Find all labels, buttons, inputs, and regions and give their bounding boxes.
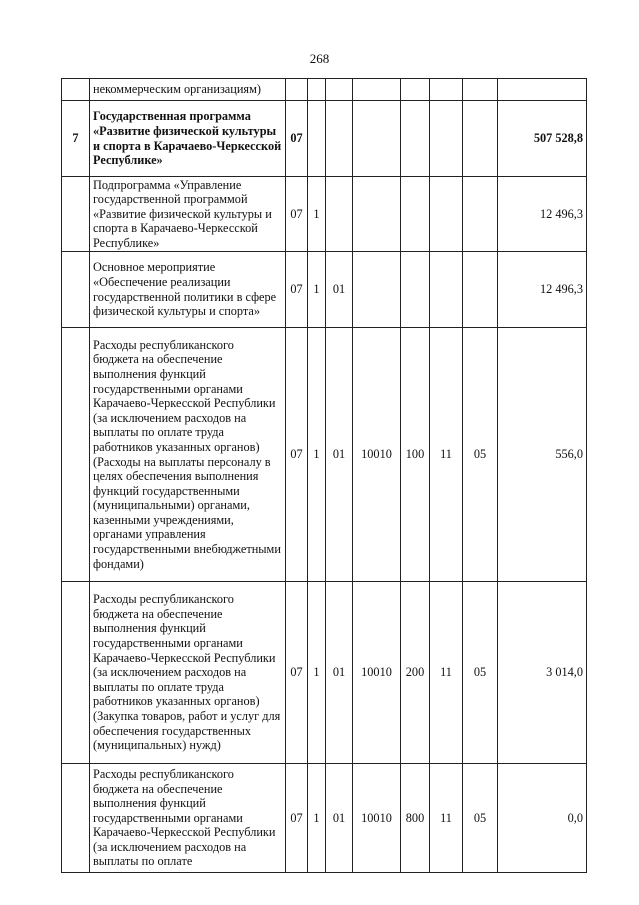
code-expense-type: 100 [401,328,430,582]
code-expense-type: 800 [401,764,430,873]
table-row [62,101,587,177]
code-subprogram: 1 [308,177,326,252]
code-razdel: 11 [430,764,463,873]
code-razdel [430,252,463,328]
code-activity [326,177,353,252]
code-subprogram: 1 [308,582,326,764]
code-podrazdel: 05 [463,764,498,873]
code-section: 07 [286,582,308,764]
code-razdel: 11 [430,328,463,582]
code-direction [353,79,401,101]
code-section: 07 [286,177,308,252]
code-section: 07 [286,764,308,873]
row-number [62,764,90,873]
code-direction: 10010 [353,582,401,764]
table-row [62,177,587,252]
table-row [62,79,587,101]
code-razdel [430,79,463,101]
code-direction: 10010 [353,764,401,873]
row-name: Расходы республиканского бюджета на обеспечение выполнения функций государственными органами Карачаево-Черкесской Республики (за исключением расходов на выплаты по оплате труда работников указанных органов) (Закупка товаров, работ и услуг для обеспечения государственных (муниципальных) нужд) [90,582,286,764]
code-expense-type [401,101,430,177]
code-direction: 10010 [353,328,401,582]
row-name: некоммерческим организациям) [90,79,286,101]
row-name: Основное мероприятие «Обеспечение реализации государственной политики в сфере физической культуры и спорта» [90,252,286,328]
row-name: Расходы республиканского бюджета на обеспечение выполнения функций государственными органами Карачаево-Черкесской Республики (за исключением расходов на выплаты по оплате [90,764,286,873]
table-row [62,252,587,328]
code-section: 07 [286,101,308,177]
code-podrazdel: 05 [463,582,498,764]
code-podrazdel [463,79,498,101]
code-expense-type [401,177,430,252]
code-podrazdel [463,177,498,252]
row-number [62,252,90,328]
page-number: 268 [309,51,330,66]
row-sum [498,79,587,101]
code-razdel [430,101,463,177]
code-razdel [430,177,463,252]
row-name: Государственная программа «Развитие физической культуры и спорта в Карачаево-Черкесской Республике» [90,101,286,177]
row-sum: 3 014,0 [498,582,587,764]
table-row [62,582,587,764]
row-number [62,582,90,764]
row-sum: 556,0 [498,328,587,582]
code-section: 07 [286,328,308,582]
row-sum: 12 496,3 [498,252,587,328]
code-activity: 01 [326,252,353,328]
row-sum: 12 496,3 [498,177,587,252]
code-subprogram: 1 [308,252,326,328]
budget-table [61,78,587,873]
code-expense-type [401,252,430,328]
code-activity: 01 [326,582,353,764]
code-section: 07 [286,252,308,328]
code-direction [353,177,401,252]
code-podrazdel [463,252,498,328]
code-activity: 01 [326,328,353,582]
code-razdel: 11 [430,582,463,764]
code-expense-type: 200 [401,582,430,764]
code-subprogram: 1 [308,764,326,873]
code-activity [326,101,353,177]
code-activity: 01 [326,764,353,873]
row-sum: 507 528,8 [498,101,587,177]
code-section [286,79,308,101]
row-number: 7 [62,101,90,177]
code-podrazdel: 05 [463,328,498,582]
table-row [62,764,587,873]
code-subprogram [308,79,326,101]
table-row [62,328,587,582]
code-direction [353,252,401,328]
code-activity [326,79,353,101]
row-name: Подпрограмма «Управление государственной программой «Развитие физической культуры и спорта в Карачаево-Черкесской Республике» [90,177,286,252]
row-number [62,79,90,101]
row-name: Расходы республиканского бюджета на обеспечение выполнения функций государственными органами Карачаево-Черкесской Республики (за исключением расходов на выплаты по оплате труда работников указанных органов) (Расходы на выплаты персоналу в целях обеспечения выполнения функций государственными (муниципальными) органами, казенными учреждениями, органами управления государственными внебюджетными фондами) [90,328,286,582]
code-subprogram [308,101,326,177]
code-subprogram: 1 [308,328,326,582]
code-direction [353,101,401,177]
code-expense-type [401,79,430,101]
code-podrazdel [463,101,498,177]
row-number [62,177,90,252]
row-sum: 0,0 [498,764,587,873]
row-number [62,328,90,582]
